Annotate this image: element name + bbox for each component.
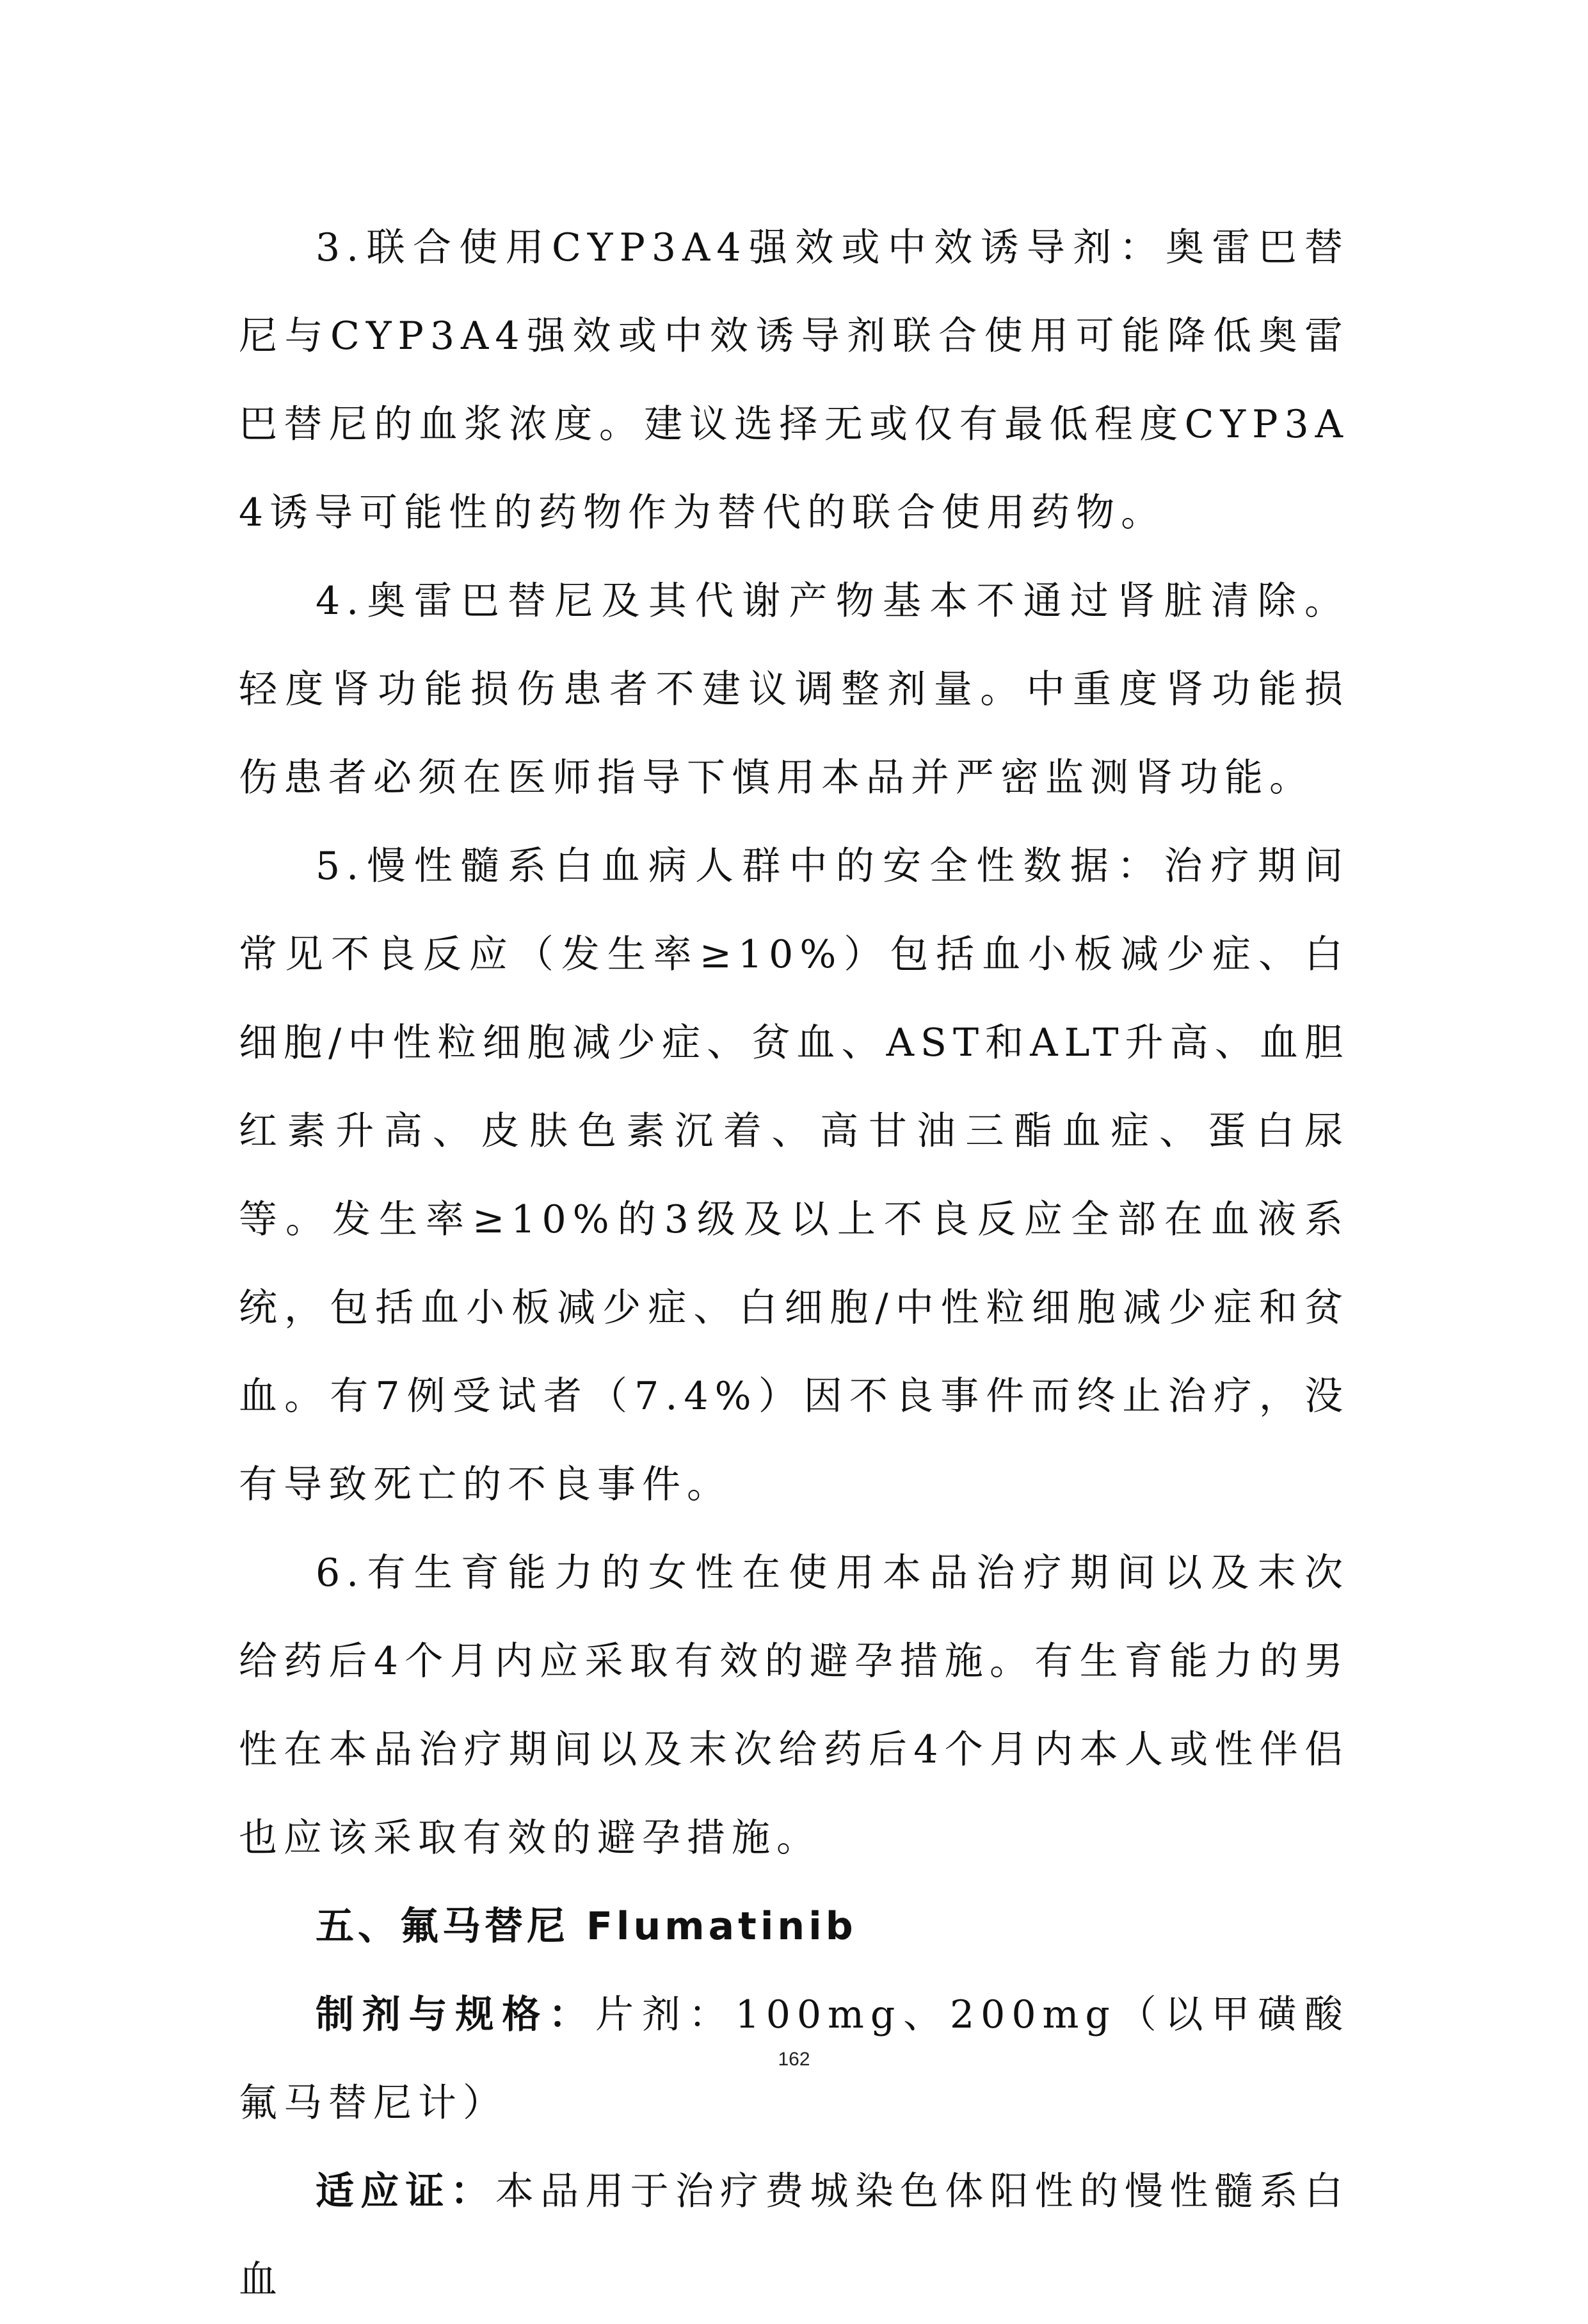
formulation-label: 制剂与规格： <box>316 1992 596 2037</box>
paragraph-item-3: 3.联合使用CYP3A4强效或中效诱导剂：奥雷巴替尼与CYP3A4强效或中效诱导剂联合使用可能降低奥雷巴替尼的血浆浓度。建议选择无或仅有最低程度CYP3A4诱导可能性的药物作为替代的联合使用药物。 <box>239 225 1349 535</box>
indication-label: 适应证： <box>316 2169 495 2214</box>
paragraph-item-4: 4.奥雷巴替尼及其代谢产物基本不通过肾脏清除。轻度肾功能损伤患者不建议调整剂量。中重度肾功能损伤患者必须在医师指导下慎用本品并严密监测肾功能。 <box>239 579 1349 800</box>
page-content <box>239 204 1349 2324</box>
paragraph-item-5: 5.慢性髓系白血病人群中的安全性数据：治疗期间常见不良反应（发生率≥10%）包括血小板减少症、白细胞/中性粒细胞减少症、贫血、AST和ALT升高、血胆红素升高、皮肤色素沉着、高甘油三酯血症、蛋白尿等。发生率≥10%的3级及以上不良反应全部在血液系统，包括血小板减少症、白细胞/中性粒细胞减少症和贫血。有7例受试者（7.4%）因不良事件而终止治疗，没有导致死亡的不良事件。 <box>239 844 1349 1507</box>
paragraph-item-6: 6.有生育能力的女性在使用本品治疗期间以及末次给药后4个月内应采取有效的避孕措施。有生育能力的男性在本品治疗期间以及末次给药后4个月内本人或性伴侣也应该采取有效的避孕措施。 <box>239 1551 1349 1860</box>
indication-text: 本品用于治疗费城染色体阳性的慢性髓系白血 <box>239 2169 1350 2302</box>
page-number: 162 <box>778 2049 810 2070</box>
section-heading-flumatinib: 五、氟马替尼 Flumatinib <box>316 1904 857 1949</box>
formulation-text: 片剂：100mg、200mg（以甲磺酸氟马替尼计） <box>239 1992 1350 2126</box>
indication-paragraph <box>239 2147 1349 2324</box>
